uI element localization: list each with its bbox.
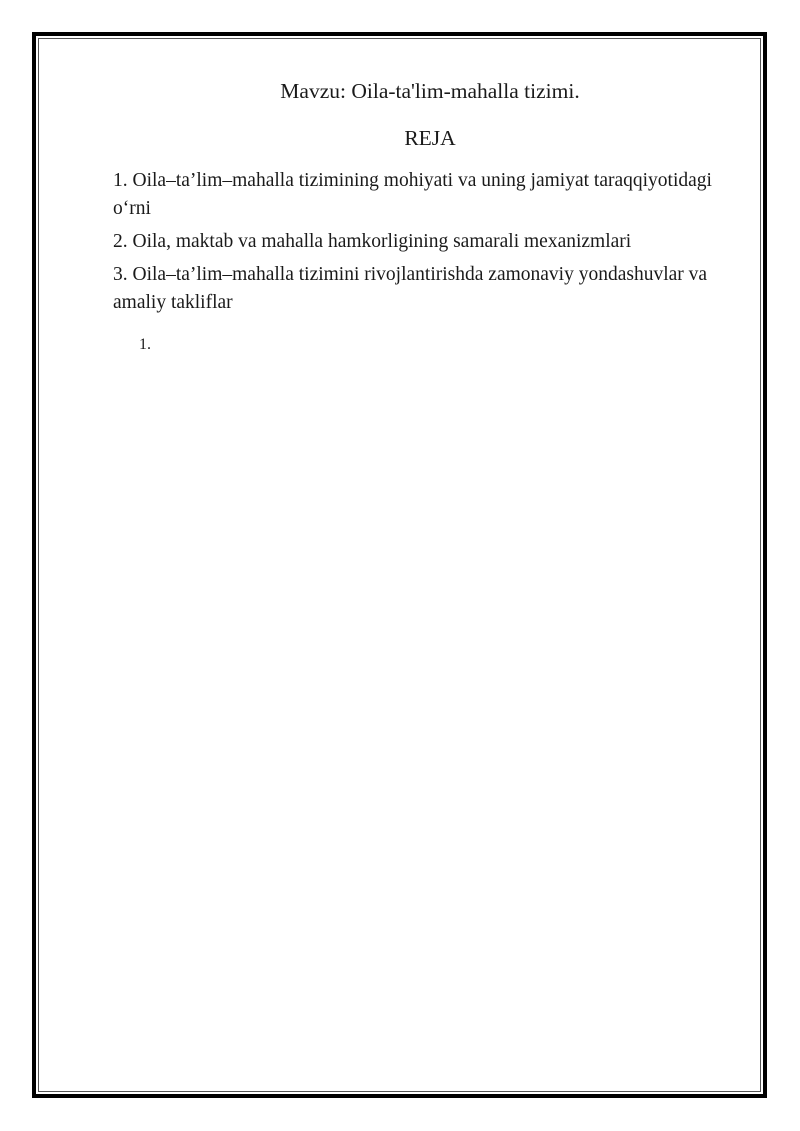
numbered-list-marker: 1. — [139, 336, 151, 353]
plan-item-1: 1. Oila–ta’lim–mahalla tizimining mohiyati va uning jamiyat taraqqiyotidagi o‘rni — [113, 170, 712, 219]
page-content — [113, 76, 713, 355]
plan-item-2: 2. Oila, maktab va mahalla hamkorligining samarali mexanizmlari — [113, 231, 632, 252]
plan-list — [113, 167, 713, 317]
document-title: Mavzu: Oila-ta'lim-mahalla tizimi. — [280, 79, 580, 103]
plan-item-3: 3. Oila–ta’lim–mahalla tizimini rivojlantirishda zamonaviy yondashuvlar va amaliy takliflar — [113, 264, 708, 313]
plan-heading: REJA — [404, 126, 456, 150]
